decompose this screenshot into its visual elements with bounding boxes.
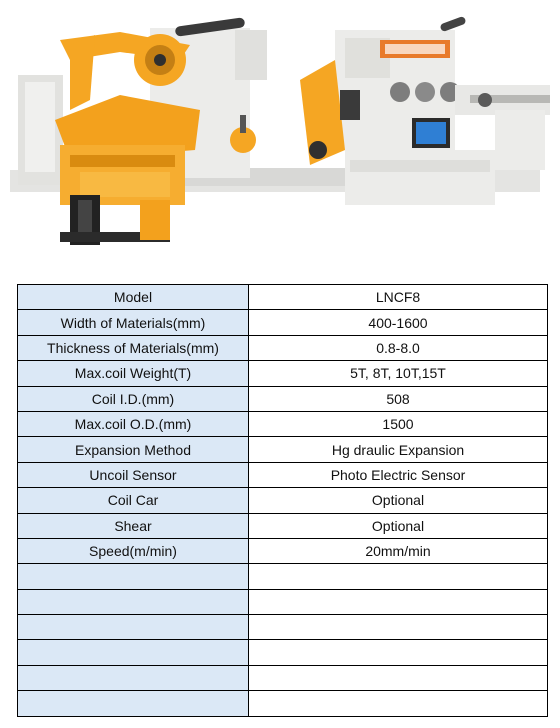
spec-key: Uncoil Sensor xyxy=(18,462,249,487)
spec-row xyxy=(18,285,548,310)
spec-value xyxy=(249,691,548,716)
spec-key xyxy=(18,665,249,690)
spec-value: 1500 xyxy=(249,411,548,436)
spec-key: Speed(m/min) xyxy=(18,538,249,563)
spec-value: 0.8-8.0 xyxy=(249,335,548,360)
spec-row xyxy=(18,589,548,614)
spec-value xyxy=(249,615,548,640)
spec-key: Thickness of Materials(mm) xyxy=(18,335,249,360)
spec-key xyxy=(18,615,249,640)
spec-key xyxy=(18,691,249,716)
spec-key: Coil Car xyxy=(18,488,249,513)
spec-value: Hg draulic Expansion xyxy=(249,437,548,462)
spec-value xyxy=(249,564,548,589)
spec-row xyxy=(18,615,548,640)
decoiler-unit xyxy=(18,17,267,245)
spec-key xyxy=(18,640,249,665)
spec-row xyxy=(18,488,548,513)
spec-value xyxy=(249,640,548,665)
spec-row xyxy=(18,386,548,411)
spec-row xyxy=(18,513,548,538)
spec-key: Max.coil O.D.(mm) xyxy=(18,411,249,436)
spec-table xyxy=(17,284,548,717)
spec-row xyxy=(18,310,548,335)
spec-value: 508 xyxy=(249,386,548,411)
spec-row xyxy=(18,462,548,487)
spec-row xyxy=(18,564,548,589)
spec-value: LNCF8 xyxy=(249,285,548,310)
spec-value: 20mm/min xyxy=(249,538,548,563)
spec-value: 5T, 8T, 10T,15T xyxy=(249,361,548,386)
spec-value: Optional xyxy=(249,488,548,513)
spec-row xyxy=(18,437,548,462)
spec-row xyxy=(18,640,548,665)
spec-key: Max.coil Weight(T) xyxy=(18,361,249,386)
spec-row xyxy=(18,665,548,690)
machine-photo xyxy=(0,0,560,262)
spec-key: Coil I.D.(mm) xyxy=(18,386,249,411)
spec-value: Photo Electric Sensor xyxy=(249,462,548,487)
spec-key xyxy=(18,589,249,614)
spec-row xyxy=(18,538,548,563)
spec-key: Width of Materials(mm) xyxy=(18,310,249,335)
spec-key: Shear xyxy=(18,513,249,538)
spec-row xyxy=(18,411,548,436)
spec-value: Optional xyxy=(249,513,548,538)
spec-value: 400-1600 xyxy=(249,310,548,335)
spec-value xyxy=(249,589,548,614)
spec-key: Expansion Method xyxy=(18,437,249,462)
spec-key: Model xyxy=(18,285,249,310)
spec-row xyxy=(18,335,548,360)
spec-value xyxy=(249,665,548,690)
spec-key xyxy=(18,564,249,589)
spec-row xyxy=(18,691,548,716)
spec-row xyxy=(18,361,548,386)
